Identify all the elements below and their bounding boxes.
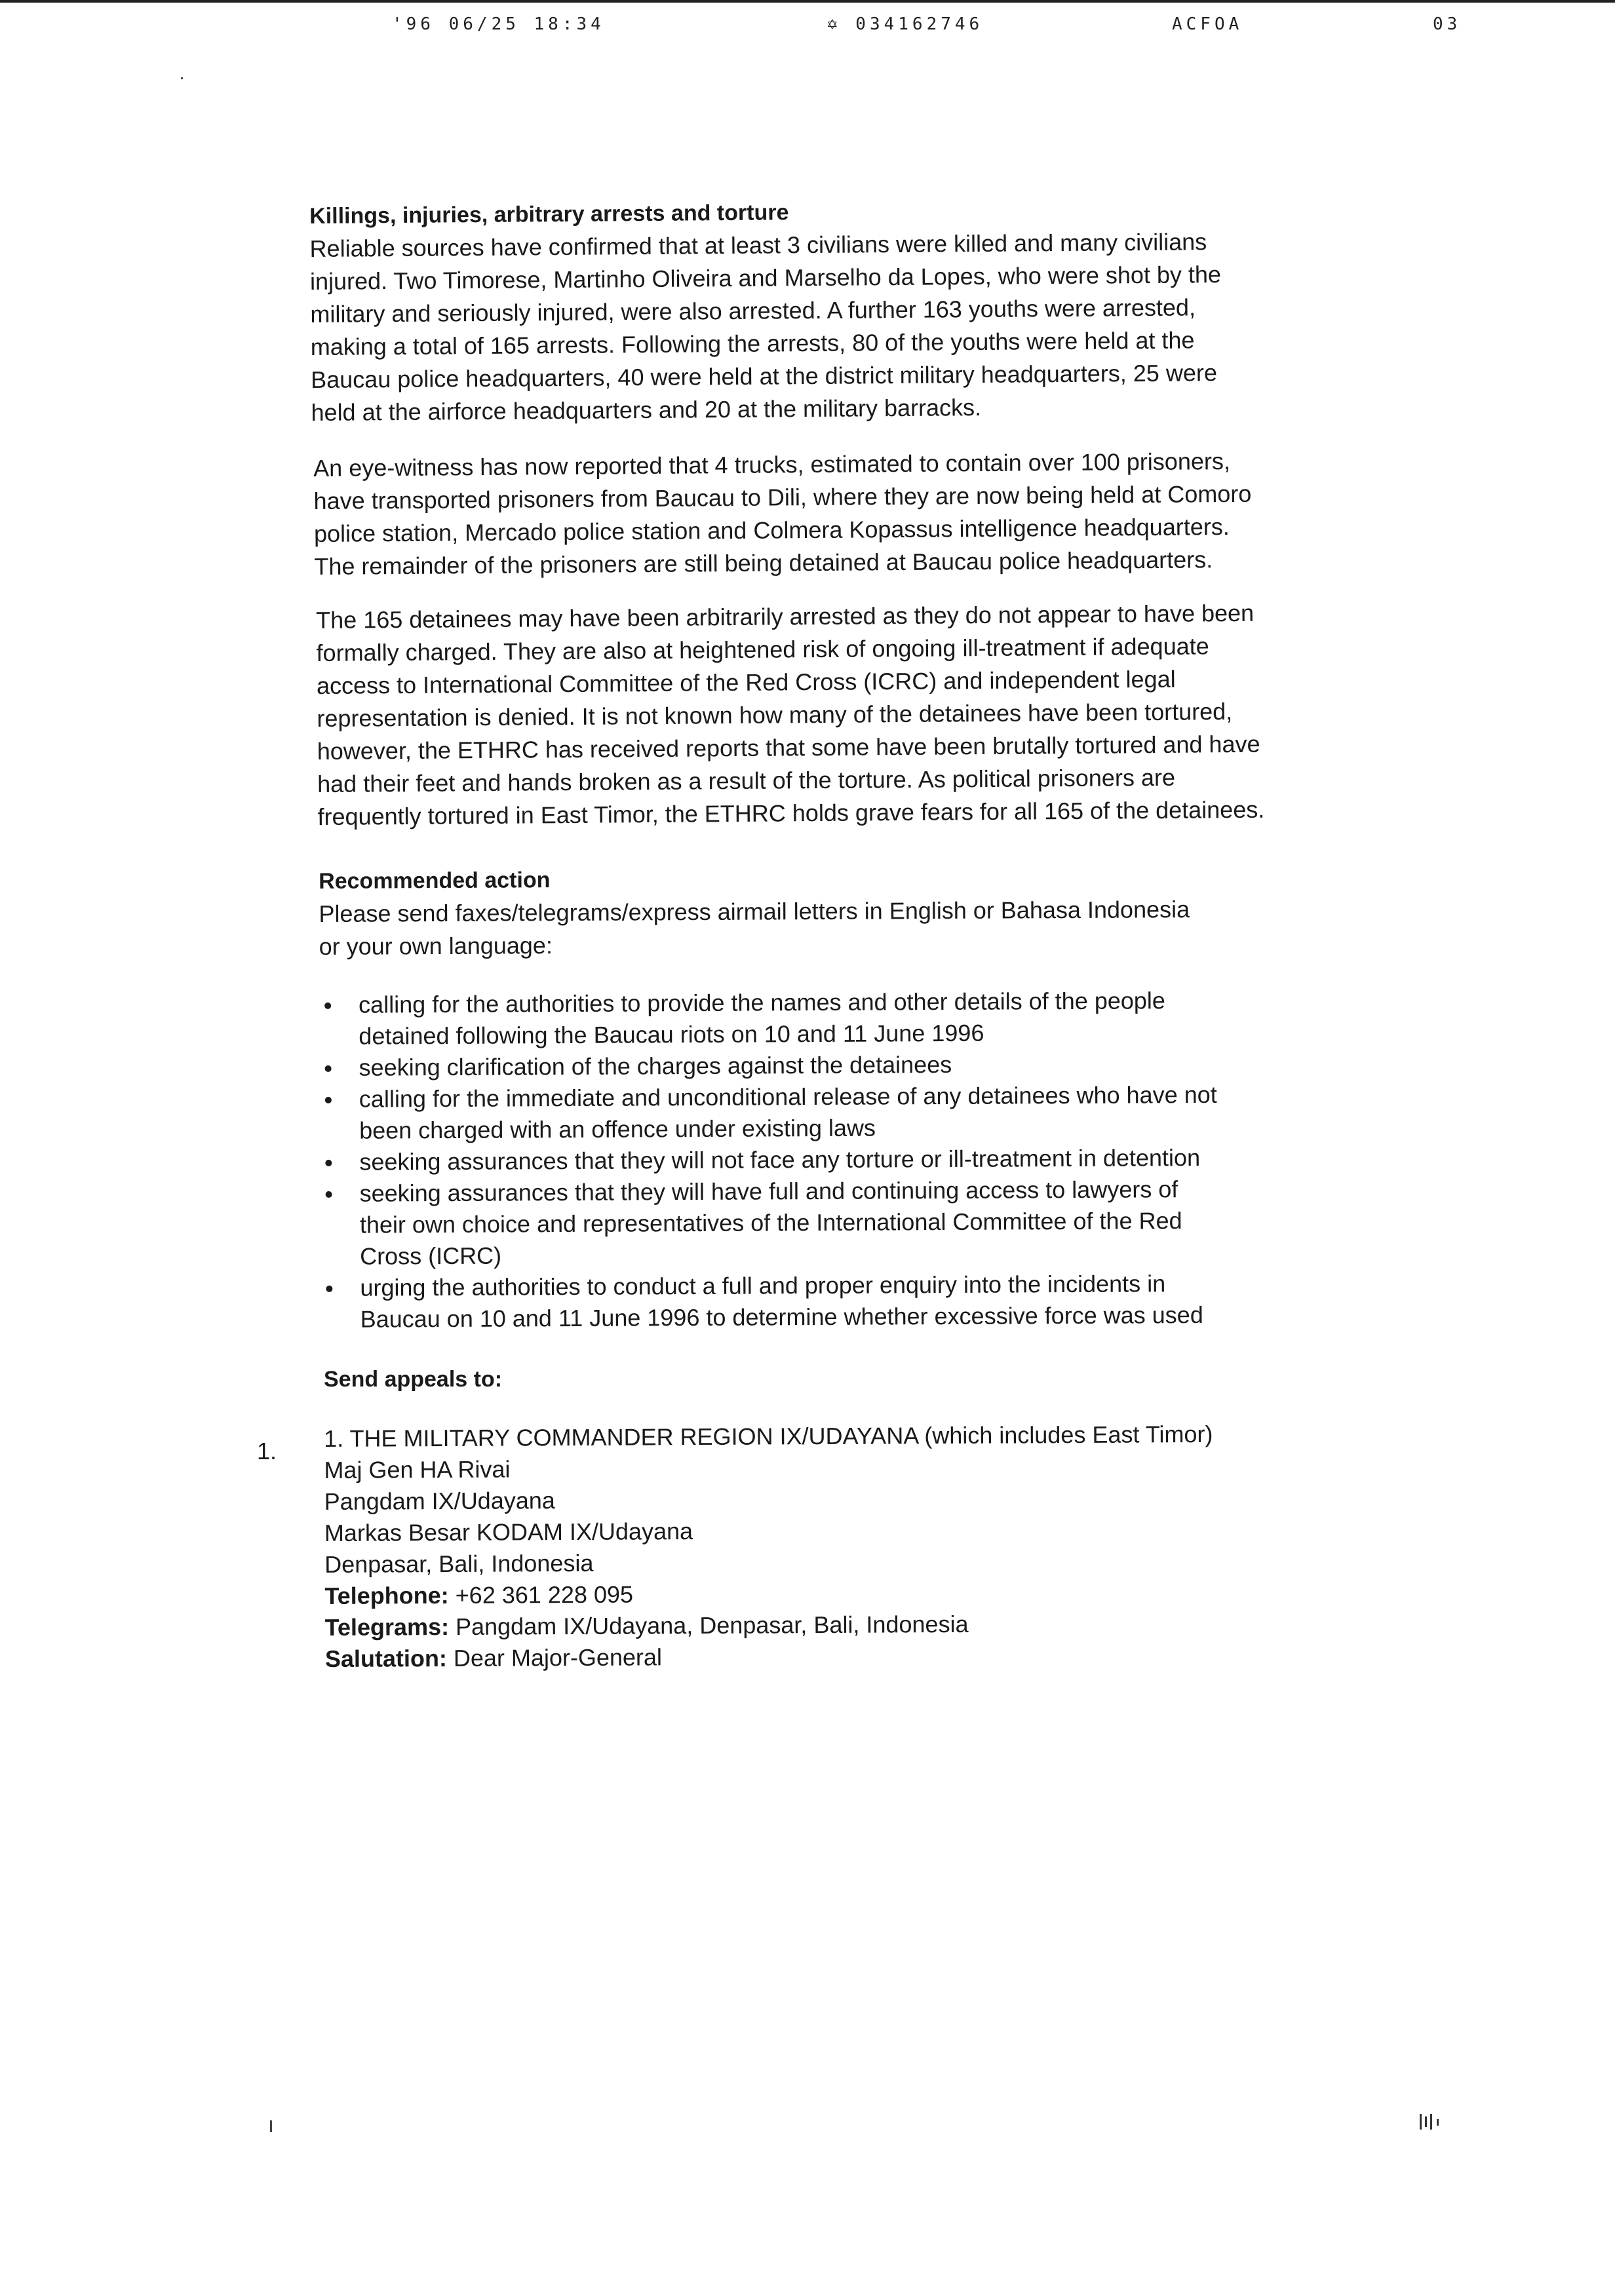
bullet-icon bbox=[325, 1160, 332, 1166]
list-item bbox=[321, 1267, 1317, 1335]
text-line: military and seriously injured, were also arrested. A further 163 youths were arrested, bbox=[310, 294, 1196, 328]
text-line: their own choice and representatives of the International Committee of the Red bbox=[359, 1207, 1182, 1238]
text-line: Reliable sources have confirmed that at least 3 civilians were killed and many civilians bbox=[309, 228, 1207, 262]
text-line: however, the ETHRC has received reports that some have been brutally tortured and have bbox=[317, 730, 1260, 765]
text-line: calling for the immediate and unconditional release of any detainees who have not bbox=[359, 1081, 1217, 1113]
text-line: seeking clarification of the charges against the detainees bbox=[359, 1050, 952, 1081]
text-line: injured. Two Timorese, Martinho Oliveira and Marselho da Lopes, who were shot by the bbox=[309, 261, 1222, 295]
address-line: Markas Besar KODAM IX/Udayana bbox=[324, 1518, 693, 1546]
bullet-icon bbox=[326, 1286, 332, 1292]
killings-section bbox=[309, 192, 1347, 429]
fax-number: ✡ 034162746 bbox=[827, 14, 984, 34]
appeal-address-block bbox=[324, 1419, 1214, 1675]
text-line: frequently tortured in East Timor, the ETHRC holds grave fears for all 165 of the detainees. bbox=[317, 795, 1265, 830]
text-line: The 165 detainees may have been arbitrarily arrested as they do not appear to have been bbox=[316, 599, 1255, 634]
recommended-action-heading: Recommended action bbox=[319, 868, 551, 894]
text-line: held at the airforce headquarters and 20 at the military barracks. bbox=[311, 393, 982, 426]
address-line: Maj Gen HA Rivai bbox=[324, 1455, 511, 1483]
text-line: The remainder of the prisoners are still being detained at Baucau police headquarters. bbox=[314, 546, 1213, 580]
bullet-icon bbox=[325, 1097, 332, 1103]
text-line: Baucau police headquarters, 40 were held at the district military headquarters, 25 were bbox=[310, 359, 1218, 393]
telegrams-value: Pangdam IX/Udayana, Denpasar, Bali, Indonesia bbox=[448, 1610, 969, 1641]
fax-page-number: 03 bbox=[1433, 14, 1462, 34]
killings-heading: Killings, injuries, arbitrary arrests and torture bbox=[309, 200, 789, 229]
scan-noise-mark bbox=[1408, 2111, 1460, 2131]
text-line: seeking assurances that they will have full and continuing access to lawyers of bbox=[359, 1176, 1178, 1207]
send-appeals-heading: Send appeals to: bbox=[324, 1367, 503, 1392]
address-line: Denpasar, Bali, Indonesia bbox=[324, 1549, 594, 1578]
fax-transmission-header bbox=[0, 14, 1615, 41]
list-item bbox=[319, 984, 1315, 1052]
salutation-label: Salutation: bbox=[324, 1645, 447, 1672]
detainees-paragraph bbox=[316, 596, 1353, 833]
text-line: seeking assurances that they will not face any torture or ill-treatment in detention bbox=[359, 1143, 1201, 1176]
recommended-action-section bbox=[319, 860, 1357, 1335]
text-line: Cross (ICRC) bbox=[360, 1242, 502, 1270]
fax-sender: ACFOA bbox=[1172, 14, 1243, 34]
fax-top-rule bbox=[0, 0, 1615, 3]
recommended-action-list bbox=[319, 984, 1317, 1335]
telephone-line bbox=[324, 1576, 1214, 1612]
appeal-number: 1. bbox=[257, 1438, 277, 1464]
text-line: representation is denied. It is not known how many of the detainees have been tortured, bbox=[317, 698, 1233, 732]
text-line: An eye-witness has now reported that 4 trucks, estimated to contain over 100 prisoners, bbox=[313, 448, 1231, 482]
list-item bbox=[319, 1047, 1315, 1084]
bullet-icon bbox=[324, 1003, 331, 1009]
telegrams-line bbox=[325, 1607, 1215, 1643]
text-line: have transported prisoners from Baucau to Dili, where they are now being held at Comoro bbox=[313, 480, 1252, 514]
address-title: 1. THE MILITARY COMMANDER REGION IX/UDAYANA (which includes East Timor) bbox=[324, 1420, 1213, 1452]
text-line: Please send faxes/telegrams/express airmail letters in English or Bahasa Indonesia bbox=[319, 896, 1190, 927]
telephone-value: +62 361 228 095 bbox=[448, 1580, 634, 1609]
list-item bbox=[320, 1141, 1316, 1178]
text-line: Baucau on 10 and 11 June 1996 to determine whether excessive force was used bbox=[360, 1301, 1203, 1333]
list-item bbox=[321, 1173, 1317, 1272]
eyewitness-paragraph bbox=[313, 444, 1350, 583]
address-line: Pangdam IX/Udayana bbox=[324, 1487, 555, 1515]
text-line: police station, Mercado police station and Colmera Kopassus intelligence headquarters. bbox=[313, 513, 1230, 547]
recommended-action-intro bbox=[319, 892, 1355, 963]
text-line: calling for the authorities to provide the names and other details of the people bbox=[359, 987, 1166, 1018]
bullet-icon bbox=[326, 1191, 332, 1198]
telephone-label: Telephone: bbox=[324, 1582, 449, 1609]
fax-date-time: '96 06/25 18:34 bbox=[392, 14, 605, 34]
telegrams-label: Telegrams: bbox=[324, 1613, 450, 1641]
bullet-icon bbox=[325, 1065, 332, 1072]
text-line: access to International Committee of the Red Cross (ICRC) and independent legal bbox=[316, 665, 1176, 699]
salutation-value: Dear Major-General bbox=[446, 1643, 663, 1672]
text-line: making a total of 165 arrests. Following the arrests, 80 of the youths were held at the bbox=[310, 326, 1195, 360]
text-line: been charged with an offence under existing laws bbox=[359, 1114, 876, 1144]
text-line: had their feet and hands broken as a result of the torture. As political prisoners are bbox=[317, 763, 1176, 797]
salutation-line bbox=[325, 1639, 1215, 1675]
text-line: formally charged. They are also at heightened risk of ongoing ill-treatment if adequate bbox=[316, 632, 1209, 666]
text-line: urging the authorities to conduct a full and proper enquiry into the incidents in bbox=[360, 1270, 1166, 1301]
scan-speck bbox=[181, 77, 183, 79]
text-line: or your own language: bbox=[319, 932, 553, 960]
list-item bbox=[320, 1079, 1316, 1147]
killings-paragraph bbox=[309, 225, 1346, 429]
scan-speck bbox=[270, 2120, 272, 2132]
text-line: detained following the Baucau riots on 10 and 11 June 1996 bbox=[359, 1019, 984, 1050]
